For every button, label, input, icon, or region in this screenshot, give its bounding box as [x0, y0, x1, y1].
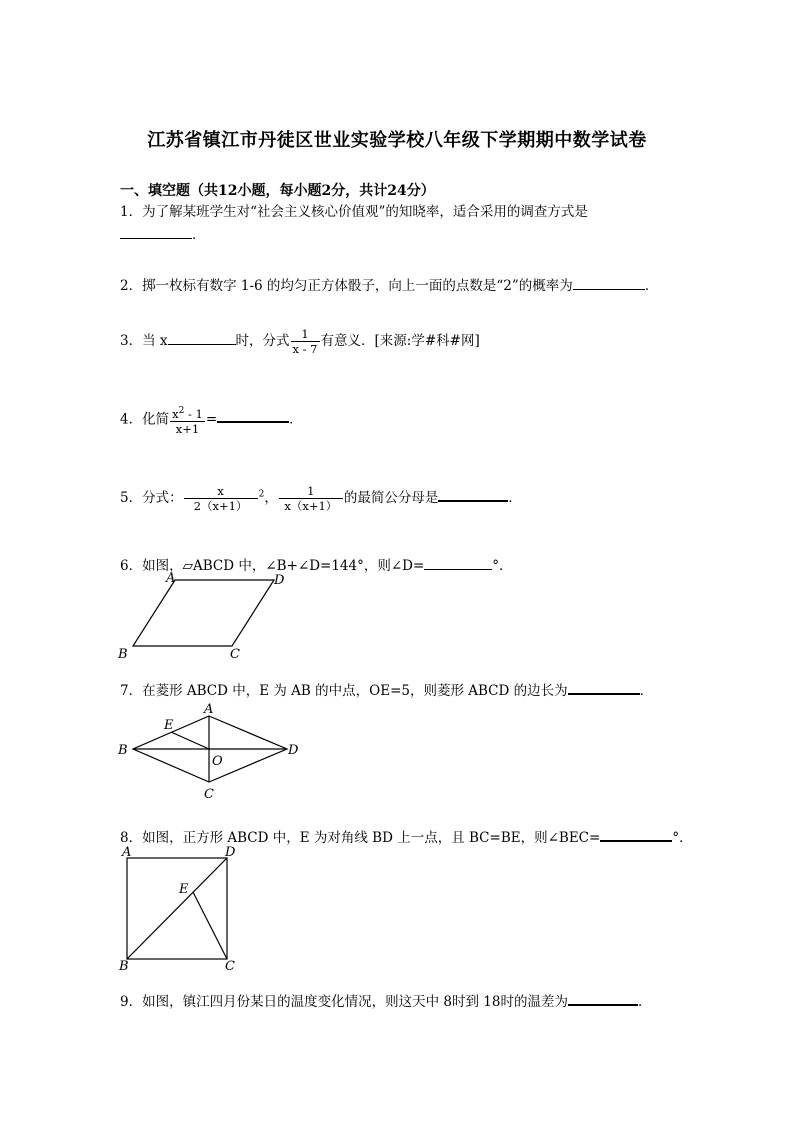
question-3-mid: 时，分式 — [235, 333, 290, 349]
question-4-post: = — [205, 411, 218, 428]
answer-blank-4[interactable] — [217, 407, 289, 423]
question-5-post: 的最简公分母是 — [343, 490, 439, 506]
question-4-end: ． — [289, 411, 303, 428]
label-b: B — [118, 647, 128, 662]
question-5 — [120, 484, 522, 513]
numerator-rest: - 1 — [184, 406, 203, 421]
parallelogram-figure — [112, 570, 302, 664]
question-5-separator: ， — [264, 490, 278, 506]
answer-blank-1[interactable] — [120, 224, 192, 239]
question-1-end: ． — [192, 227, 206, 243]
fraction-q4-numerator — [170, 404, 205, 422]
question-7-end: ． — [639, 683, 654, 699]
answer-blank-7[interactable] — [568, 679, 640, 695]
question-4-pre: 4．化简 — [120, 411, 170, 428]
question-6-text: 6．如图，▱ABCD 中，∠B+∠D=144°，则∠D= — [120, 558, 425, 574]
answer-blank-6[interactable] — [424, 555, 492, 570]
section-heading: 一、填空题（共12小题，每小题2分，共计24分） — [120, 183, 435, 199]
segment-oe — [171, 732, 209, 749]
label-d: D — [274, 573, 285, 588]
label-o: O — [212, 754, 223, 769]
label-a: A — [204, 702, 214, 717]
answer-blank-8[interactable] — [600, 826, 672, 842]
question-3 — [120, 327, 480, 356]
question-7-text: 7．在菱形 ABCD 中，E 为 AB 的中点，OE=5，则菱形 ABCD 的边长为 — [120, 683, 568, 699]
diagonal-bd — [127, 858, 227, 959]
square-figure — [112, 842, 252, 974]
question-4 — [120, 404, 303, 436]
question-2-text: 2．掷一枚标有数字 1-6 的均匀正方体骰子，向上一面的点数是“2”的概率为 — [120, 278, 573, 294]
fraction-q3-denominator: x - 7 — [292, 342, 318, 356]
question-2-end: ． — [644, 278, 659, 294]
label-c: C — [225, 959, 235, 974]
numerator-base: x — [172, 406, 179, 421]
fraction-q4 — [170, 404, 205, 436]
label-c: C — [204, 787, 214, 802]
fraction-q5-first-numerator: x — [184, 484, 258, 499]
fraction-q5-second-denominator: x（x+1） — [284, 499, 338, 513]
answer-blank-3[interactable] — [168, 330, 236, 345]
label-b: B — [119, 959, 129, 974]
question-8-text: 8．如图，正方形 ABCD 中，E 为对角线 BD 上一点，且 BC=BE，则∠BEC= — [120, 830, 601, 846]
label-a: A — [122, 845, 132, 860]
question-6-end: °． — [492, 558, 513, 574]
label-e: E — [164, 718, 174, 733]
fraction-q5-first-denominator: 2（x+1） — [193, 499, 248, 513]
label-d: D — [225, 845, 236, 860]
question-9-end: ． — [637, 994, 652, 1010]
label-d: D — [288, 743, 299, 758]
question-9-text: 9．如图，镇江四月份某日的温度变化情况，则这天中 8时到 18时的温差为 — [120, 994, 568, 1010]
question-3-post: 有意义．[来源:学#科#网] — [320, 333, 480, 349]
fraction-q5-second — [279, 484, 343, 513]
answer-blank-9[interactable] — [568, 990, 638, 1006]
label-c: C — [230, 647, 240, 662]
fraction-q3-numerator: 1 — [291, 327, 320, 342]
question-1-line-2 — [120, 224, 206, 245]
question-2 — [120, 275, 658, 296]
page-title: 江苏省镇江市丹徒区世业实验学校八年级下学期期中数学试卷 — [147, 130, 647, 151]
numerator-exponent: 2 — [178, 406, 185, 416]
segment-ec — [193, 892, 227, 959]
question-3-pre: 3．当 x — [120, 333, 168, 349]
question-5-end: ． — [508, 490, 522, 506]
fraction-q3 — [291, 327, 320, 356]
fraction-q4-denominator: x+1 — [175, 421, 200, 436]
question-7 — [120, 679, 653, 701]
question-1-line-1: 1．为了解某班学生对“社会主义核心价值观”的知晓率，适合采用的调查方式是 — [120, 204, 588, 220]
fraction-q5-first — [184, 484, 258, 513]
fraction-q5-first-exponent: 2 — [258, 489, 265, 500]
answer-blank-2[interactable] — [573, 275, 645, 290]
question-8-end: °． — [672, 830, 693, 846]
parallelogram-abcd — [133, 580, 274, 646]
fraction-q5-second-numerator: 1 — [279, 484, 343, 499]
question-9 — [120, 990, 651, 1012]
label-b: B — [118, 743, 128, 758]
label-a: A — [166, 571, 176, 586]
rhombus-figure — [112, 700, 312, 806]
label-e: E — [179, 882, 189, 897]
question-5-pre: 5．分式： — [120, 490, 183, 506]
answer-blank-5[interactable] — [438, 486, 508, 502]
